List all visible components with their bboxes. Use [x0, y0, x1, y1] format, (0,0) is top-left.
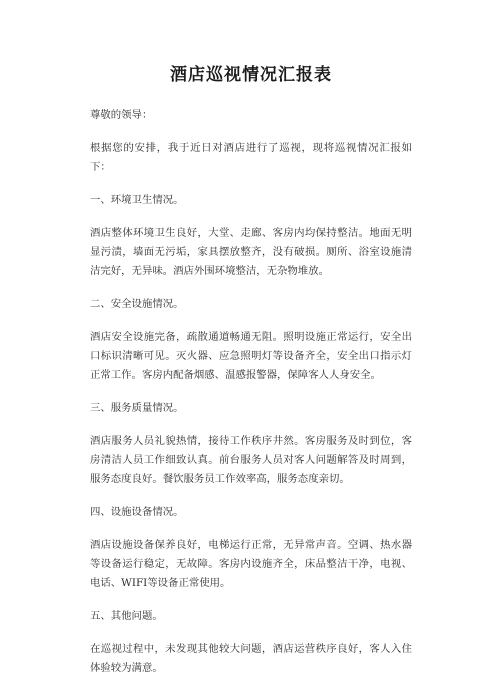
greeting: 尊敬的领导： — [90, 109, 153, 121]
intro-paragraph: 根据您的安排，我于近日对酒店进行了巡视，现将巡视情况汇报如下： — [90, 142, 412, 173]
section-heading-3: 三、服务质量情况。 — [90, 402, 184, 414]
section-text-4: 酒店设施设备保养良好，电梯运行正常，无异常声音。空调、热水器等设备运行稳定，无故障。客房内设施齐全，床品整洁干净，电视、电话、WIFI等设备正常使用。 — [90, 539, 412, 589]
section-text-1: 酒店整体环境卫生良好，大堂、走廊、客房内均保持整洁。地面无明显污渍，墙面无污垢，家具摆放整齐，没有破损。厕所、浴室设施清洁完好，无异味。酒店外围环境整洁，无杂物堆放。 — [90, 227, 412, 277]
section-text-5: 在巡视过程中，未发现其他较大问题，酒店运营秩序良好，客人入住体验较为满意。 — [90, 643, 412, 674]
section-text-3: 酒店服务人员礼貌热情，接待工作秩序井然。客房服务及时到位，客房清洁人员工作细致认真。前台服务人员对客人问题解答及时周到，服务态度良好。餐饮服务员工作效率高，服务态度亲切。 — [90, 435, 412, 485]
document-body — [0, 106, 502, 678]
document-title: 酒店巡视情况汇报表 — [170, 65, 332, 85]
section-heading-2: 二、安全设施情况。 — [90, 298, 184, 310]
section-heading-4: 四、设施设备情况。 — [90, 506, 184, 518]
section-text-2: 酒店安全设施完备，疏散通道畅通无阻。照明设施正常运行，安全出口标识清晰可见。灭火器、应急照明灯等设备齐全，安全出口指示灯正常工作。客房内配备烟感、温感报警器，保障客人人身安全。 — [90, 331, 412, 381]
section-heading-1: 一、环境卫生情况。 — [90, 194, 184, 206]
section-heading-5: 五、其他问题。 — [90, 610, 163, 622]
